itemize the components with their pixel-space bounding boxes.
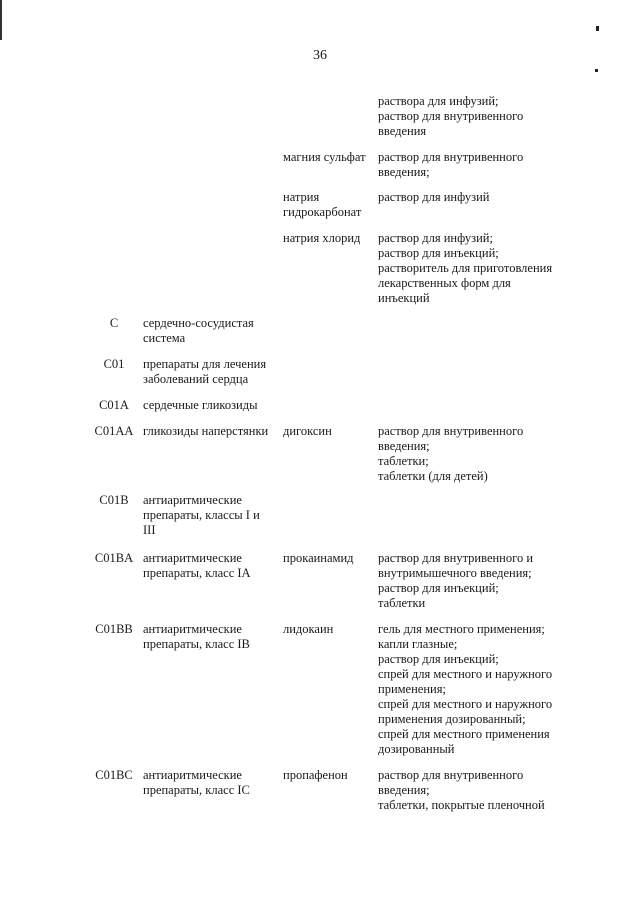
dosage-forms-line: гель для местного применения; — [378, 622, 545, 636]
dosage-forms-line: раствор для инъекций; — [378, 652, 499, 666]
anatomical-group — [143, 398, 283, 413]
dosage-forms-line: таблетки — [378, 596, 426, 610]
anatomical-group-line: сердечно-сосудистая — [143, 316, 254, 330]
dosage-forms — [378, 424, 568, 484]
anatomical-group-line: заболеваний сердца — [143, 372, 249, 386]
anatomical-group-line: антиаритмические — [143, 551, 242, 565]
medicinal-substance-line: гидрокарбонат — [283, 205, 362, 219]
medicinal-substance — [283, 190, 375, 220]
atc-code: C01BC — [95, 768, 133, 782]
dosage-forms-line: спрей для местного применения — [378, 727, 550, 741]
medicinal-substance — [283, 150, 375, 165]
anatomical-group-line: III — [143, 523, 156, 537]
anatomical-group-line: сердечные гликозиды — [143, 398, 258, 412]
dosage-forms — [378, 190, 568, 205]
medicinal-substance — [283, 424, 375, 439]
anatomical-group-line: препараты, класс IC — [143, 783, 250, 797]
dosage-forms-line: введения; — [378, 165, 430, 179]
atc-code: C01BA — [94, 551, 134, 565]
medicinal-substance-line: дигоксин — [283, 424, 332, 438]
dosage-forms-line: раствор для внутривенного — [378, 768, 524, 782]
dosage-forms-line: капли глазные; — [378, 637, 458, 651]
dosage-forms-line: раствор для внутривенного — [378, 150, 524, 164]
page-number: 36 — [313, 48, 327, 63]
left-margin-rule — [0, 0, 2, 40]
dosage-forms-line: растворитель для приготовления — [378, 261, 553, 275]
atc-code: C01BB — [95, 622, 133, 636]
anatomical-group-line: гликозиды наперстянки — [143, 424, 269, 438]
medicinal-substance-line: натрия — [283, 190, 320, 204]
anatomical-group-line: антиаритмические — [143, 622, 242, 636]
anatomical-group-line: препараты для лечения — [143, 357, 267, 371]
anatomical-group-line: препараты, классы I и — [143, 508, 260, 522]
medicinal-substance — [283, 551, 375, 566]
dosage-forms — [378, 150, 568, 180]
dosage-forms-line: раствор для внутривенного и — [378, 551, 534, 565]
anatomical-group-line: препараты, класс IB — [143, 637, 250, 651]
atc-code: C01AA — [94, 424, 134, 438]
dosage-forms-line: спрей для местного и наружного — [378, 667, 553, 681]
dosage-forms-line: раствор для инъекций; — [378, 581, 499, 595]
anatomical-group-line: антиаритмические — [143, 768, 242, 782]
anatomical-group — [143, 357, 283, 387]
anatomical-group — [143, 493, 283, 538]
anatomical-group — [143, 622, 283, 652]
dosage-forms-line: раствор для инъекций; — [378, 246, 499, 260]
dosage-forms-line: применения дозированный; — [378, 712, 526, 726]
medicinal-substance — [283, 231, 375, 246]
dosage-forms-line: таблетки (для детей) — [378, 469, 488, 483]
dosage-forms-line: раствор для внутривенного — [378, 424, 524, 438]
scan-mark — [596, 26, 599, 31]
dosage-forms-line: введения; — [378, 439, 430, 453]
scan-mark — [595, 69, 598, 72]
dosage-forms-line: лекарственных форм для — [378, 276, 511, 290]
dosage-forms — [378, 94, 568, 139]
dosage-forms-line: раствора для инфузий; — [378, 94, 499, 108]
dosage-forms — [378, 231, 568, 306]
dosage-forms-line: инъекций — [378, 291, 430, 305]
medicinal-substance-line: натрия хлорид — [283, 231, 361, 245]
anatomical-group — [143, 316, 283, 346]
dosage-forms-line: раствор для инфузий; — [378, 231, 493, 245]
anatomical-group — [143, 768, 283, 798]
atc-code: C01B — [99, 493, 129, 507]
dosage-forms-line: спрей для местного и наружного — [378, 697, 553, 711]
medicinal-substance-line: прокаинамид — [283, 551, 354, 565]
dosage-forms — [378, 768, 568, 813]
dosage-forms-line: дозированный — [378, 742, 455, 756]
atc-code: C01 — [103, 357, 125, 371]
dosage-forms-line: раствор для внутривенного — [378, 109, 524, 123]
medicinal-substance-line: магния сульфат — [283, 150, 366, 164]
medicinal-substance — [283, 768, 375, 783]
dosage-forms-line: внутримышечного введения; — [378, 566, 532, 580]
medicinal-substance — [283, 622, 375, 637]
dosage-forms-line: применения; — [378, 682, 446, 696]
dosage-forms-line: раствор для инфузий — [378, 190, 490, 204]
anatomical-group-line: препараты, класс IA — [143, 566, 251, 580]
medicinal-substance-line: лидокаин — [283, 622, 334, 636]
dosage-forms-line: таблетки; — [378, 454, 429, 468]
anatomical-group — [143, 551, 283, 581]
anatomical-group-line: система — [143, 331, 186, 345]
dosage-forms-line: введения — [378, 124, 427, 138]
anatomical-group — [143, 424, 283, 439]
dosage-forms-line: введения; — [378, 783, 430, 797]
atc-code: C — [109, 316, 119, 330]
dosage-forms — [378, 622, 568, 757]
dosage-forms-line: таблетки, покрытые пленочной — [378, 798, 545, 812]
atc-code: C01A — [99, 398, 129, 412]
medicinal-substance-line: пропафенон — [283, 768, 348, 782]
anatomical-group-line: антиаритмические — [143, 493, 242, 507]
dosage-forms — [378, 551, 568, 611]
